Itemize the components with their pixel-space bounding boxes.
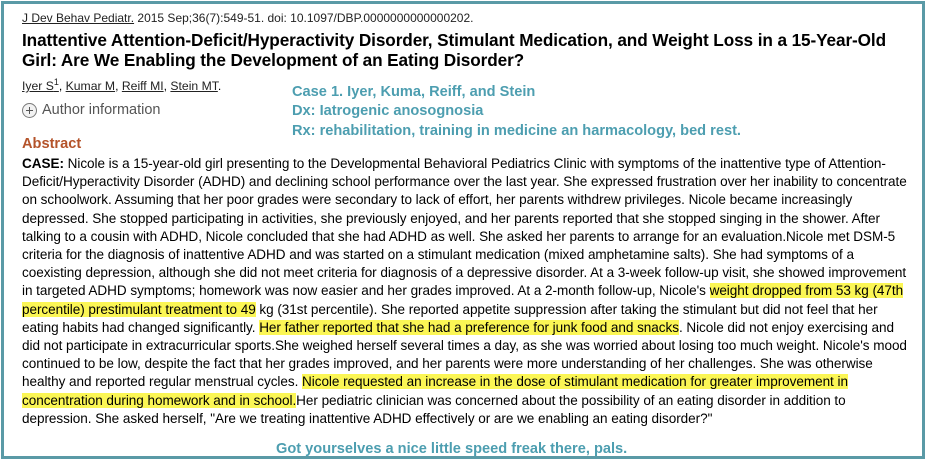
- highlight-junk-food: Her father reported that she had a preference for junk food and snacks: [259, 319, 679, 335]
- highlight-weight: weight dropped from 53 kg (47th percentile) prestimulant treatment to 49: [22, 283, 904, 317]
- abstract-text-2: kg (31st percentile). She reported appetite suppression after taking the stimulant but did not feel that her eating habits had changed significantly.: [22, 301, 878, 335]
- author-link-reiff[interactable]: Reiff MI: [121, 79, 164, 94]
- abstract-text-4: Her pediatric clinician was concerned about the possibility of an eating disorder in addition to depression. She asked herself, "Are we treating inattentive ADHD effectively or are we enabling an eating disorder?": [22, 392, 846, 426]
- abstract-text-3: . Nicole did not enjoy exercising and did not participate in extracurricular sports.She weighed herself several times a day, as she was worried about losing too much weight. Nicole's mood continued to be low, despite the fact that her grades improved, and her parents were more understanding of her challenges. She was otherwise healthy and reported regular menstrual cycles.: [22, 319, 907, 390]
- highlight-dose-request: Nicole requested an increase in the dose of stimulant medication for greater improvement in concentration during homework and in school.: [22, 374, 848, 408]
- author-list: Iyer $S^1$, Kumar M, Reiff MI, Stein MT.: [22, 77, 222, 94]
- article-title: Inattentive Attention-Deficit/Hyperactivity Disorder, Stimulant Medication, and Weight Loss in a 15-Year-Old Girl: Are We Enabling the Development of an Eating Disorder?: [22, 30, 887, 70]
- annotation-rx: Rx: rehabilitation, training in medicine an harmacology, bed rest.: [292, 123, 741, 139]
- expand-plus-icon: [22, 103, 37, 118]
- journal-link[interactable]: J Dev Behav Pediatr.: [22, 11, 135, 25]
- author-link-iyer[interactable]: Iyer $S^1$: [22, 77, 59, 94]
- author-link-kumar[interactable]: Kumar M: [65, 79, 116, 94]
- author-information-toggle[interactable]: [22, 102, 160, 118]
- annotation-dx: Dx: Iatrogenic anosognosia: [292, 103, 484, 119]
- article-frame: [1, 1, 925, 459]
- abstract-heading: Abstract: [22, 136, 82, 152]
- abstract-body: [22, 155, 912, 428]
- author-information-label: Author information: [42, 102, 161, 118]
- author-link-stein[interactable]: Stein MT: [170, 79, 218, 94]
- citation-details: 2015 Sep;36(7):549-51. doi: 10.1097/DBP.0000000000000202.: [137, 11, 474, 25]
- annotation-closing: Got yourselves a nice little speed freak there, pals.: [276, 441, 628, 457]
- citation: [22, 11, 473, 25]
- abstract-text-1: Nicole is a 15-year-old girl presenting to the Developmental Behavioral Pediatrics Clinic with symptoms of the inattentive type of Attention-Deficit/Hyperactivity Disorder (ADHD) and declining school performance over the last year. She expressed frustration over her inability to concentrate on schoolwork. Assuming that her poor grades were secondary to lack of effort, her parents withdrew privileges. Nicole became increasingly depressed. She stopped participating in activities, she previously enjoyed, and her parents reported that she stopped singing in the shower. After talking to a cousin with ADHD, Nicole concluded that she had ADHD as well. She asked her parents to arrange for an evaluation.Nicole met DSM-5 criteria for the diagnosis of inattentive ADHD and was started on a stimulant medication (mixed amphetamine salts). She had symptoms of a coexisting depression, although she did not meet criteria for diagnosis of a depressive disorder. At a 3-week follow-up visit, she showed improvement in targeted ADHD symptoms; homework was now easier and her grades improved. At a 2-month follow-up, Nicole's: [22, 156, 907, 299]
- annotation-case: Case 1. Iyer, Kuma, Reiff, and Stein: [292, 84, 536, 100]
- case-label: CASE:: [22, 156, 64, 171]
